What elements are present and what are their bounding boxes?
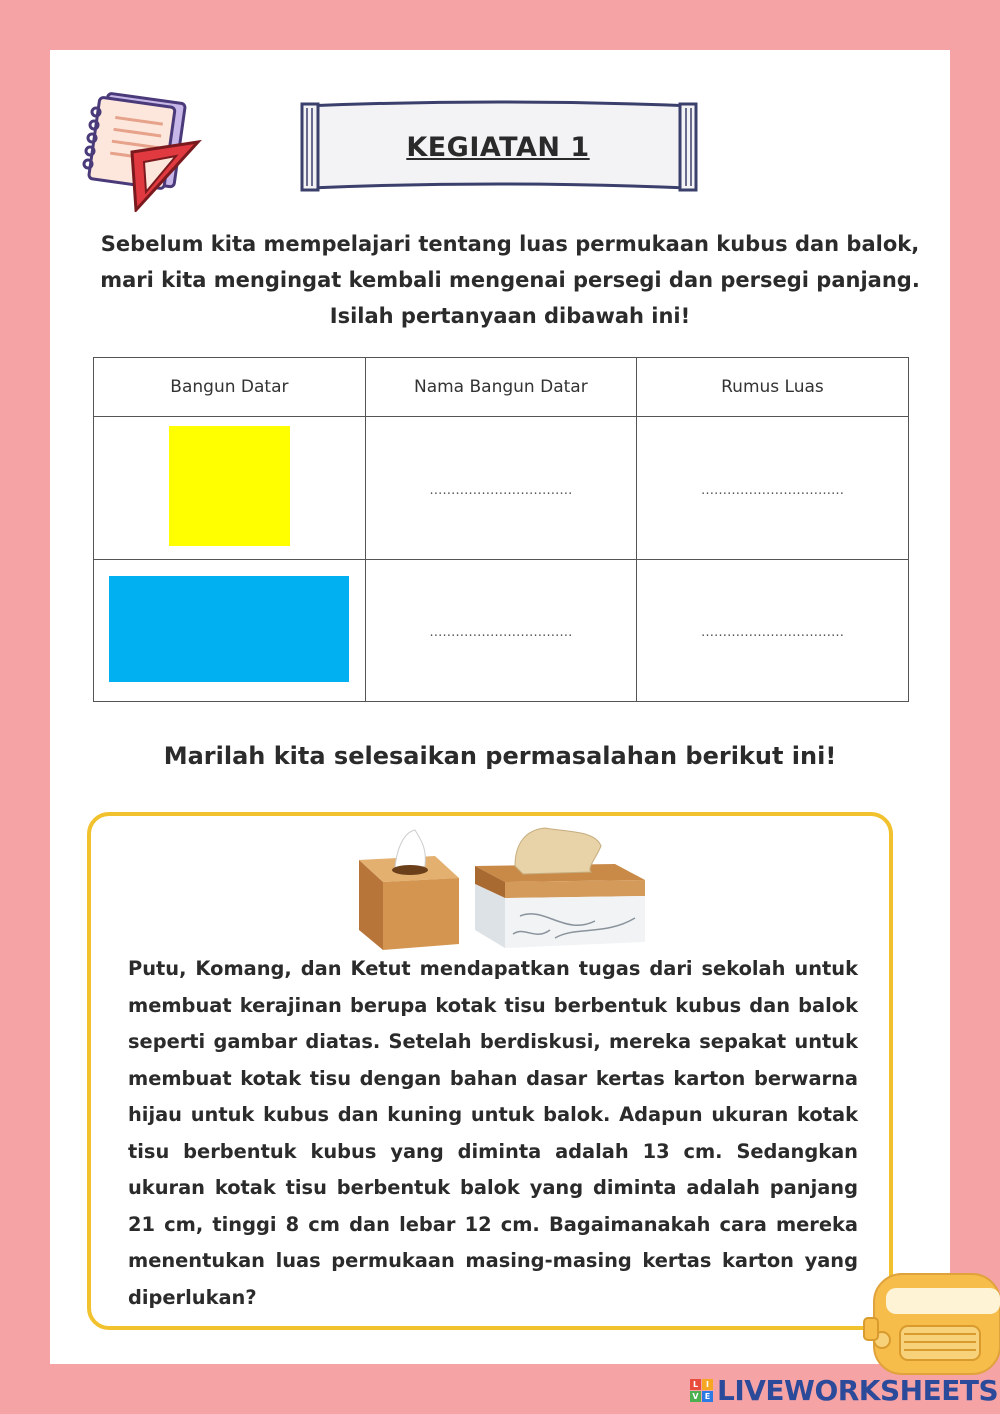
table-header-row xyxy=(94,358,909,417)
school-bus-icon xyxy=(860,1262,1000,1382)
name-answer-blank[interactable]: …………………………… xyxy=(429,482,573,498)
intro-paragraph xyxy=(90,226,930,334)
liveworksheets-logo xyxy=(690,1372,998,1408)
header-rumus-luas: Rumus Luas xyxy=(636,358,908,417)
shape-cell xyxy=(94,560,366,702)
logo-mark-letter: I xyxy=(702,1379,713,1390)
intro-instruction: Isilah pertanyaan dibawah ini! xyxy=(329,304,691,328)
notebook-ruler-icon xyxy=(80,92,205,212)
shapes-table xyxy=(93,357,909,702)
logo-mark-letter: E xyxy=(702,1391,713,1402)
formula-answer-blank[interactable]: …………………………… xyxy=(700,482,844,498)
table-row xyxy=(94,560,909,702)
shape-cell xyxy=(94,417,366,560)
tissue-boxes-image xyxy=(355,826,647,954)
title-banner xyxy=(298,100,700,194)
blue-rectangle-shape xyxy=(109,576,349,682)
problem-heading: Marilah kita selesaikan permasalahan berikut ini! xyxy=(163,742,837,770)
header-nama-bangun-datar: Nama Bangun Datar xyxy=(365,358,636,417)
liveworksheets-mark-icon xyxy=(690,1379,713,1402)
logo-mark-letter: V xyxy=(690,1391,701,1402)
page-title: KEGIATAN 1 xyxy=(406,131,590,163)
intro-line: Sebelum kita mempelajari tentang luas permukaan kubus dan balok, xyxy=(100,232,920,256)
problem-statement: Putu, Komang, dan Ketut mendapatkan tugas dari sekolah untuk membuat kerajinan berupa kotak tisu berbentuk kubus dan balok seperti gambar diatas. Setelah berdiskusi, mereka sepakat untuk membuat kotak tisu dengan bahan dasar kertas karton berwarna hijau untuk kubus dan kuning untuk balok. Adapun ukuran kotak tisu berbentuk kubus yang diminta adalah 13 cm. Sedangkan ukuran kotak tisu berbentuk balok yang diminta adalah panjang 21 cm, tinggi 8 cm dan lebar 12 cm. Bagaimanakah cara mereka menentukan luas permukaan masing-masing kertas karton yang diperlukan? xyxy=(128,957,858,1309)
formula-answer-cell[interactable] xyxy=(636,560,908,702)
name-answer-cell[interactable] xyxy=(365,417,636,560)
name-answer-cell[interactable] xyxy=(365,560,636,702)
name-answer-blank[interactable]: …………………………… xyxy=(429,625,573,640)
yellow-square-shape xyxy=(169,426,290,546)
intro-line: mari kita mengingat kembali mengenai persegi dan persegi panjang. xyxy=(100,268,920,292)
table-row xyxy=(94,417,909,560)
formula-answer-blank[interactable]: …………………………… xyxy=(700,625,844,640)
logo-mark-letter: L xyxy=(690,1379,701,1390)
header-bangun-datar: Bangun Datar xyxy=(94,358,366,417)
formula-answer-cell[interactable] xyxy=(636,417,908,560)
liveworksheets-wordmark: LIVEWORKSHEETS xyxy=(717,1373,999,1407)
